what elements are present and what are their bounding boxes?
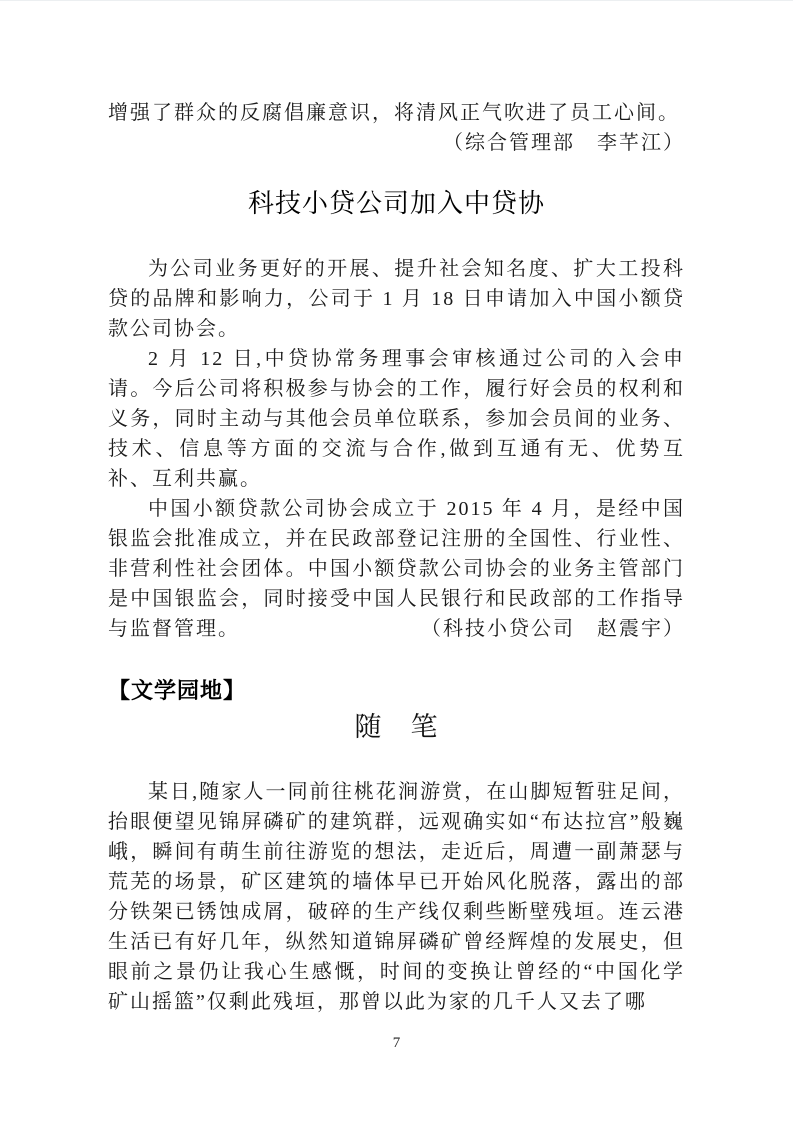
essay-paragraph-1: 某日,随家人一同前往桃花涧游赏，在山脚短暂驻足间，抬眼便望见锦屏磷矿的建筑群，远观确实如“布达拉宫”般巍峨，瞬间有萌生前往游览的想法，走近后，周遭一副萧瑟与荒芜的场景，矿区建筑的墙体早已开始风化脱落，露出的部分铁架已锈蚀成屑，破碎的生产线仅剩些断壁残垣。连云港生活已有好几年，纵然知道锦屏磷矿曾经辉煌的发展史，但眼前之景仍让我心生感慨，时间的变换让曾经的“中国化学矿山摇篮”仅剩此残垣，那曾以此为家的几千人又去了哪 [108,781,685,1013]
previous-article-closing-line: 增强了群众的反腐倡廉意识，将清风正气吹进了员工心间。 [108,102,680,124]
section-label-literature-garden: 【文学园地】 [108,678,247,703]
article-paragraph-3 [108,494,685,644]
article-paragraph-1: 为公司业务更好的开展、提升社会知名度、扩大工投科贷的品牌和影响力，公司于 1 月 18 日申请加入中国小额贷款公司协会。 [108,258,685,340]
article-paragraph-2: 2 月 12 日,中贷协常务理事会审核通过公司的入会申请。今后公司将积极参与协会的工作，履行好会员的权利和义务，同时主动与其他会员单位联系，参加会员间的业务、技术、信息等方面的交流与合作,做到互通有无、优势互补、互利共赢。 [108,348,685,490]
previous-article-attribution: （综合管理部 李芊江） [443,132,685,154]
page-number: 7 [392,1035,401,1051]
article-attribution: （科技小贷公司 赵震宇） [421,618,685,640]
article-title: 科技小贷公司加入中贷协 [247,188,545,218]
essay-title: 随 笔 [354,712,439,742]
article-paragraph-3-text: 中国小额贷款公司协会成立于 2015 年 4 月，是经中国银监会批准成立，并在民政部登记注册的全国性、行业性、非营利性社会团体。中国小额贷款公司协会的业务主管部门是中国银监会，同时接受中国人民银行和民政部的工作指导与监督管理。 [108,498,685,640]
